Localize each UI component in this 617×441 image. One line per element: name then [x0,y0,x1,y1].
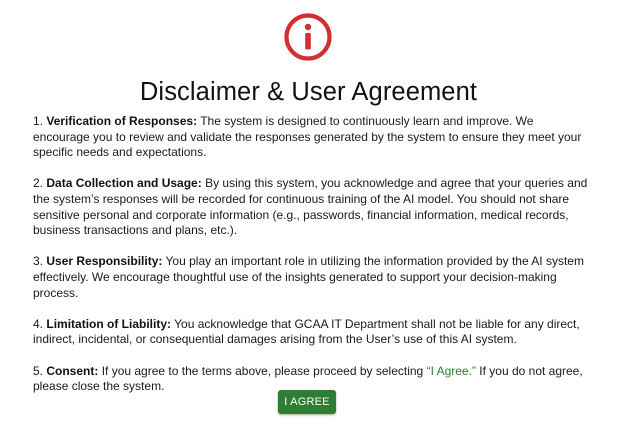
term-heading: User Responsibility: [46,254,163,269]
term-number: 3. [33,254,44,269]
term-body-before: If you agree to the terms above, please proceed by selecting [101,363,424,378]
term-heading: Consent: [46,363,99,378]
page-title: Disclaimer & User Agreement [139,78,478,106]
term-verification [33,114,593,161]
term-heading: Verification of Responses: [46,114,198,128]
term-liability [33,317,593,348]
term-data-collection [33,176,593,238]
term-body: You acknowledge that GCAA IT Department shall not be liable for any direct, indirect, incidental, or consequential damages arising from the User’s use of this AI system. [33,316,580,347]
term-body-after: If you do not agree, please close the system. [33,363,583,394]
term-number: 2. [33,176,44,191]
term-number: 5. [33,363,44,378]
term-heading: Limitation of Liability: [46,316,172,331]
i-agree-reference: “I Agree.” [426,363,476,378]
i-agree-button[interactable]: I AGREE [278,390,336,414]
term-body: By using this system, you acknowledge and agree that your queries and the system’s responses will be recorded for continuous training of the AI model. You should not share sensitive personal and corporate information (e.g., passwords, financial information, medical records, business transactions and plans, etc.). [33,176,588,238]
term-number: 1. [33,114,44,128]
terms-list [33,114,593,410]
term-body: You play an important role in utilizing the information provided by the AI system effectively. We encourage thoughtful use of the insights generated to support your decision-making process. [33,254,584,300]
info-circle-icon [283,12,333,62]
term-body: The system is designed to continuously learn and improve. We encourage you to review and validate the responses generated by the system to ensure they meet your specific needs and expectations. [33,114,582,160]
term-heading: Data Collection and Usage: [46,176,202,191]
term-user-responsibility [33,254,593,301]
term-number: 4. [33,316,44,331]
